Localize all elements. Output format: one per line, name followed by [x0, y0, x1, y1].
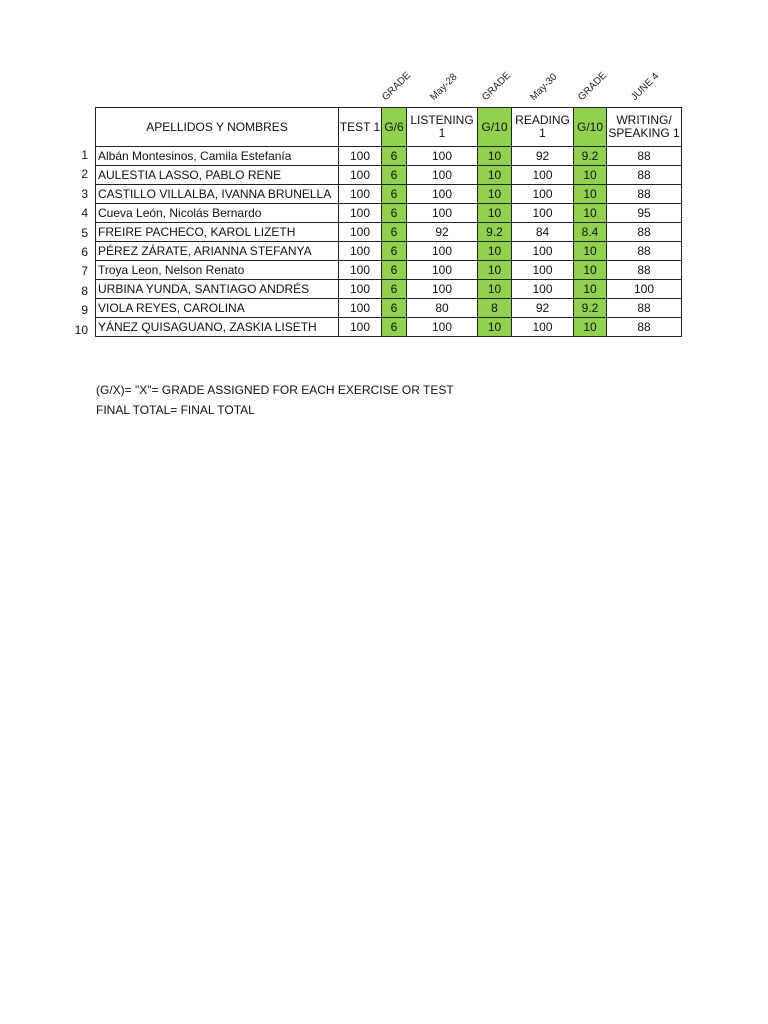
row-number: 7 [81, 264, 88, 279]
test1-cell[interactable]: 100 [339, 280, 382, 299]
g6-cell[interactable]: 6 [382, 318, 407, 337]
g10-reading-cell[interactable]: 10 [574, 185, 607, 204]
grades-table [95, 107, 682, 337]
g10-listening-cell[interactable]: 8 [478, 299, 512, 318]
test1-cell[interactable]: 100 [339, 185, 382, 204]
student-name-cell[interactable]: YÁNEZ QUISAGUANO, ZASKIA LISETH [96, 318, 339, 337]
g6-cell[interactable]: 6 [382, 204, 407, 223]
test1-cell[interactable]: 100 [339, 318, 382, 337]
rotated-header-grade-1: GRADE [380, 70, 414, 103]
g10-reading-cell[interactable]: 10 [574, 204, 607, 223]
reading1-cell[interactable]: 100 [512, 204, 574, 223]
column-header-listening1: LISTENING 1 [407, 108, 478, 147]
table-row [96, 242, 682, 261]
writing-speaking1-cell[interactable]: 88 [607, 242, 682, 261]
writing-speaking1-cell[interactable]: 88 [607, 261, 682, 280]
g6-cell[interactable]: 6 [382, 280, 407, 299]
row-number: 6 [81, 244, 88, 259]
g6-cell[interactable]: 6 [382, 223, 407, 242]
reading1-cell[interactable]: 100 [512, 318, 574, 337]
writing-speaking1-cell[interactable]: 88 [607, 299, 682, 318]
listening1-cell[interactable]: 80 [407, 299, 478, 318]
g10-listening-cell[interactable]: 10 [478, 242, 512, 261]
table-row [96, 299, 682, 318]
test1-cell[interactable]: 100 [339, 147, 382, 166]
g6-cell[interactable]: 6 [382, 185, 407, 204]
notes-section [96, 380, 454, 420]
test1-cell[interactable]: 100 [339, 166, 382, 185]
final-total-note: FINAL TOTAL= FINAL TOTAL [96, 403, 255, 417]
g10-listening-cell[interactable]: 10 [478, 185, 512, 204]
row-number: 8 [81, 283, 88, 298]
column-header-reading1: READING 1 [512, 108, 574, 147]
student-name-cell[interactable]: PÉREZ ZÁRATE, ARIANNA STEFANYA [96, 242, 339, 261]
row-number: 1 [81, 148, 88, 162]
table-row [96, 166, 682, 185]
row-number: 2 [81, 167, 88, 182]
test1-cell[interactable]: 100 [339, 204, 382, 223]
row-numbers [60, 146, 88, 340]
listening1-cell[interactable]: 100 [407, 242, 478, 261]
listening1-cell[interactable]: 92 [407, 223, 478, 242]
writing-speaking1-cell[interactable]: 88 [607, 223, 682, 242]
table-row [96, 223, 682, 242]
g6-cell[interactable]: 6 [382, 261, 407, 280]
column-header-g10-reading: G/10 [574, 108, 607, 147]
g10-listening-cell[interactable]: 10 [478, 166, 512, 185]
listening1-cell[interactable]: 100 [407, 261, 478, 280]
g10-reading-cell[interactable]: 10 [574, 242, 607, 261]
writing-speaking1-cell[interactable]: 88 [607, 147, 682, 166]
listening1-cell[interactable]: 100 [407, 147, 478, 166]
table-row [96, 261, 682, 280]
g10-listening-cell[interactable]: 10 [478, 318, 512, 337]
table-row [96, 204, 682, 223]
listening1-cell[interactable]: 100 [407, 318, 478, 337]
legend-note: (G/X)= "X"= GRADE ASSIGNED FOR EACH EXERCISE OR TEST [96, 383, 454, 397]
row-number: 4 [81, 206, 88, 221]
g10-listening-cell[interactable]: 10 [478, 204, 512, 223]
listening1-cell[interactable]: 100 [407, 204, 478, 223]
rotated-header-row [0, 0, 768, 110]
student-name-cell[interactable]: FREIRE PACHECO, KAROL LIZETH [96, 223, 339, 242]
rotated-header-date-2: May-30 [528, 71, 560, 103]
g6-cell[interactable]: 6 [382, 242, 407, 261]
test1-cell[interactable]: 100 [339, 242, 382, 261]
student-name-cell[interactable]: Albán Montesinos, Camila Estefanía [96, 147, 339, 166]
g10-reading-cell[interactable]: 9.2 [574, 299, 607, 318]
student-name-cell[interactable]: AULESTIA LASSO, PABLO RENE [96, 166, 339, 185]
reading1-cell[interactable]: 100 [512, 261, 574, 280]
test1-cell[interactable]: 100 [339, 223, 382, 242]
table-row [96, 280, 682, 299]
writing-speaking1-cell[interactable]: 100 [607, 280, 682, 299]
table-row [96, 318, 682, 337]
reading1-cell[interactable]: 100 [512, 280, 574, 299]
row-number: 10 [74, 322, 88, 337]
g10-listening-cell[interactable]: 10 [478, 280, 512, 299]
student-name-cell[interactable]: Troya Leon, Nelson Renato [96, 261, 339, 280]
g10-reading-cell[interactable]: 10 [574, 261, 607, 280]
reading1-cell[interactable]: 100 [512, 185, 574, 204]
g10-listening-cell[interactable]: 10 [478, 147, 512, 166]
g6-cell[interactable]: 6 [382, 166, 407, 185]
reading1-cell[interactable]: 100 [512, 166, 574, 185]
writing-speaking1-cell[interactable]: 88 [607, 185, 682, 204]
row-number: 3 [81, 186, 88, 201]
reading1-cell[interactable]: 84 [512, 223, 574, 242]
g10-listening-cell[interactable]: 9.2 [478, 223, 512, 242]
table-header-row [96, 108, 682, 147]
g10-reading-cell[interactable]: 10 [574, 280, 607, 299]
row-number: 9 [81, 303, 88, 318]
rotated-header-date-3: JUNE 4 [629, 70, 662, 103]
g10-reading-cell[interactable]: 8.4 [574, 223, 607, 242]
listening1-cell[interactable]: 100 [407, 185, 478, 204]
test1-cell[interactable]: 100 [339, 261, 382, 280]
rotated-header-grade-3: GRADE [576, 70, 610, 103]
writing-speaking1-cell[interactable]: 88 [607, 318, 682, 337]
listening1-cell[interactable]: 100 [407, 280, 478, 299]
g10-reading-cell[interactable]: 10 [574, 166, 607, 185]
student-name-cell[interactable]: Cueva León, Nicolás Bernardo [96, 204, 339, 223]
column-header-writing-speaking1: WRITING/ SPEAKING 1 [607, 108, 682, 147]
table-row [96, 185, 682, 204]
rotated-header-date-1: May-28 [428, 71, 460, 103]
test1-cell[interactable]: 100 [339, 299, 382, 318]
rotated-header-grade-2: GRADE [480, 70, 514, 103]
reading1-cell[interactable]: 100 [512, 242, 574, 261]
reading1-cell[interactable]: 92 [512, 147, 574, 166]
column-header-name: APELLIDOS Y NOMBRES [96, 108, 339, 147]
student-name-cell[interactable]: URBINA YUNDA, SANTIAGO ANDRÉS [96, 280, 339, 299]
column-header-g10-listening: G/10 [478, 108, 512, 147]
g6-cell[interactable]: 6 [382, 147, 407, 166]
column-header-g6: G/6 [382, 108, 407, 147]
reading1-cell[interactable]: 92 [512, 299, 574, 318]
g10-reading-cell[interactable]: 10 [574, 318, 607, 337]
writing-speaking1-cell[interactable]: 95 [607, 204, 682, 223]
student-name-cell[interactable]: CASTILLO VILLALBA, IVANNA BRUNELLA [96, 185, 339, 204]
g6-cell[interactable]: 6 [382, 299, 407, 318]
row-number: 5 [81, 225, 88, 240]
g10-listening-cell[interactable]: 10 [478, 261, 512, 280]
student-name-cell[interactable]: VIOLA REYES, CAROLINA [96, 299, 339, 318]
g10-reading-cell[interactable]: 9.2 [574, 147, 607, 166]
listening1-cell[interactable]: 100 [407, 166, 478, 185]
column-header-test1: TEST 1 [339, 108, 382, 147]
table-row [96, 147, 682, 166]
writing-speaking1-cell[interactable]: 88 [607, 166, 682, 185]
